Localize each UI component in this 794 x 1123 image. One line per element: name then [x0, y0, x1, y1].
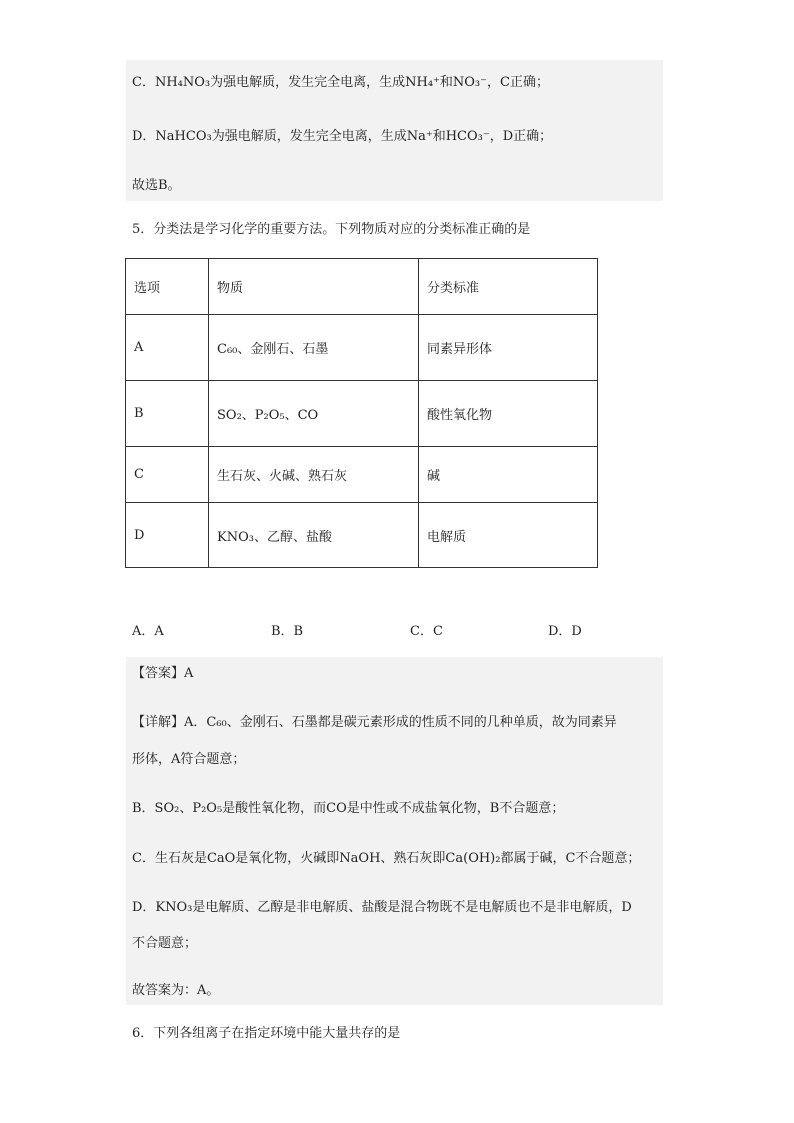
- row-substance: C₆₀、金刚石、石墨: [209, 315, 419, 381]
- classification-table: [125, 258, 598, 568]
- row-option: D: [126, 503, 209, 568]
- detail-a-line2: 形体，A符合题意；: [132, 752, 246, 767]
- table-row: [126, 447, 598, 503]
- table-row: [126, 503, 598, 568]
- detail-final: 故答案为：A。: [132, 983, 220, 998]
- row-standard: 酸性氧化物: [419, 381, 598, 447]
- option-c-explanation: C．NH₄NO₃为强电解质，发生完全电离，生成NH₄⁺和NO₃⁻，C正确；: [132, 75, 549, 90]
- row-option: A: [126, 315, 209, 381]
- previous-final-answer: 故选B。: [132, 178, 181, 193]
- header-option: 选项: [126, 259, 209, 315]
- choice-a: A．A: [132, 624, 164, 639]
- header-substance: 物质: [209, 259, 419, 315]
- row-option: B: [126, 381, 209, 447]
- choice-d: D．D: [548, 624, 582, 639]
- answer-block: [126, 657, 663, 1005]
- question-6-stem: 6．下列各组离子在指定环境中能大量共存的是: [132, 1026, 401, 1041]
- detail-c: C．生石灰是CaO是氧化物，火碱即NaOH、熟石灰即Ca(OH)₂都属于碱，C不合题意；: [132, 851, 641, 866]
- row-option: C: [126, 447, 209, 503]
- choice-c: C．C: [410, 624, 443, 639]
- row-standard: 同素异形体: [419, 315, 598, 381]
- option-d-explanation: D．NaHCO₃为强电解质，发生完全电离，生成Na⁺和HCO₃⁻，D正确；: [132, 129, 553, 144]
- row-substance: 生石灰、火碱、熟石灰: [209, 447, 419, 503]
- question-5-stem: 5．分类法是学习化学的重要方法。下列物质对应的分类标准正确的是: [132, 222, 531, 237]
- row-standard: 电解质: [419, 503, 598, 568]
- header-standard: 分类标准: [419, 259, 598, 315]
- table-row: [126, 381, 598, 447]
- detail-d-line2: 不合题意；: [132, 936, 198, 951]
- detail-a-line1: 【详解】A．C₆₀、金刚石、石墨都是碳元素形成的性质不同的几种单质，故为同素异: [132, 715, 617, 730]
- table-header-row: [126, 259, 598, 315]
- row-standard: 碱: [419, 447, 598, 503]
- answer-label: 【答案】A: [132, 666, 194, 681]
- detail-d-line1: D．KNO₃是电解质、乙醇是非电解质、盐酸是混合物既不是电解质也不是非电解质，D: [132, 900, 632, 915]
- row-substance: KNO₃、乙醇、盐酸: [209, 503, 419, 568]
- detail-b: B．SO₂、P₂O₅是酸性氧化物，而CO是中性或不成盐氧化物，B不合题意；: [132, 801, 565, 816]
- table-row: [126, 315, 598, 381]
- choice-b: B．B: [271, 624, 304, 639]
- row-substance: SO₂、P₂O₅、CO: [209, 381, 419, 447]
